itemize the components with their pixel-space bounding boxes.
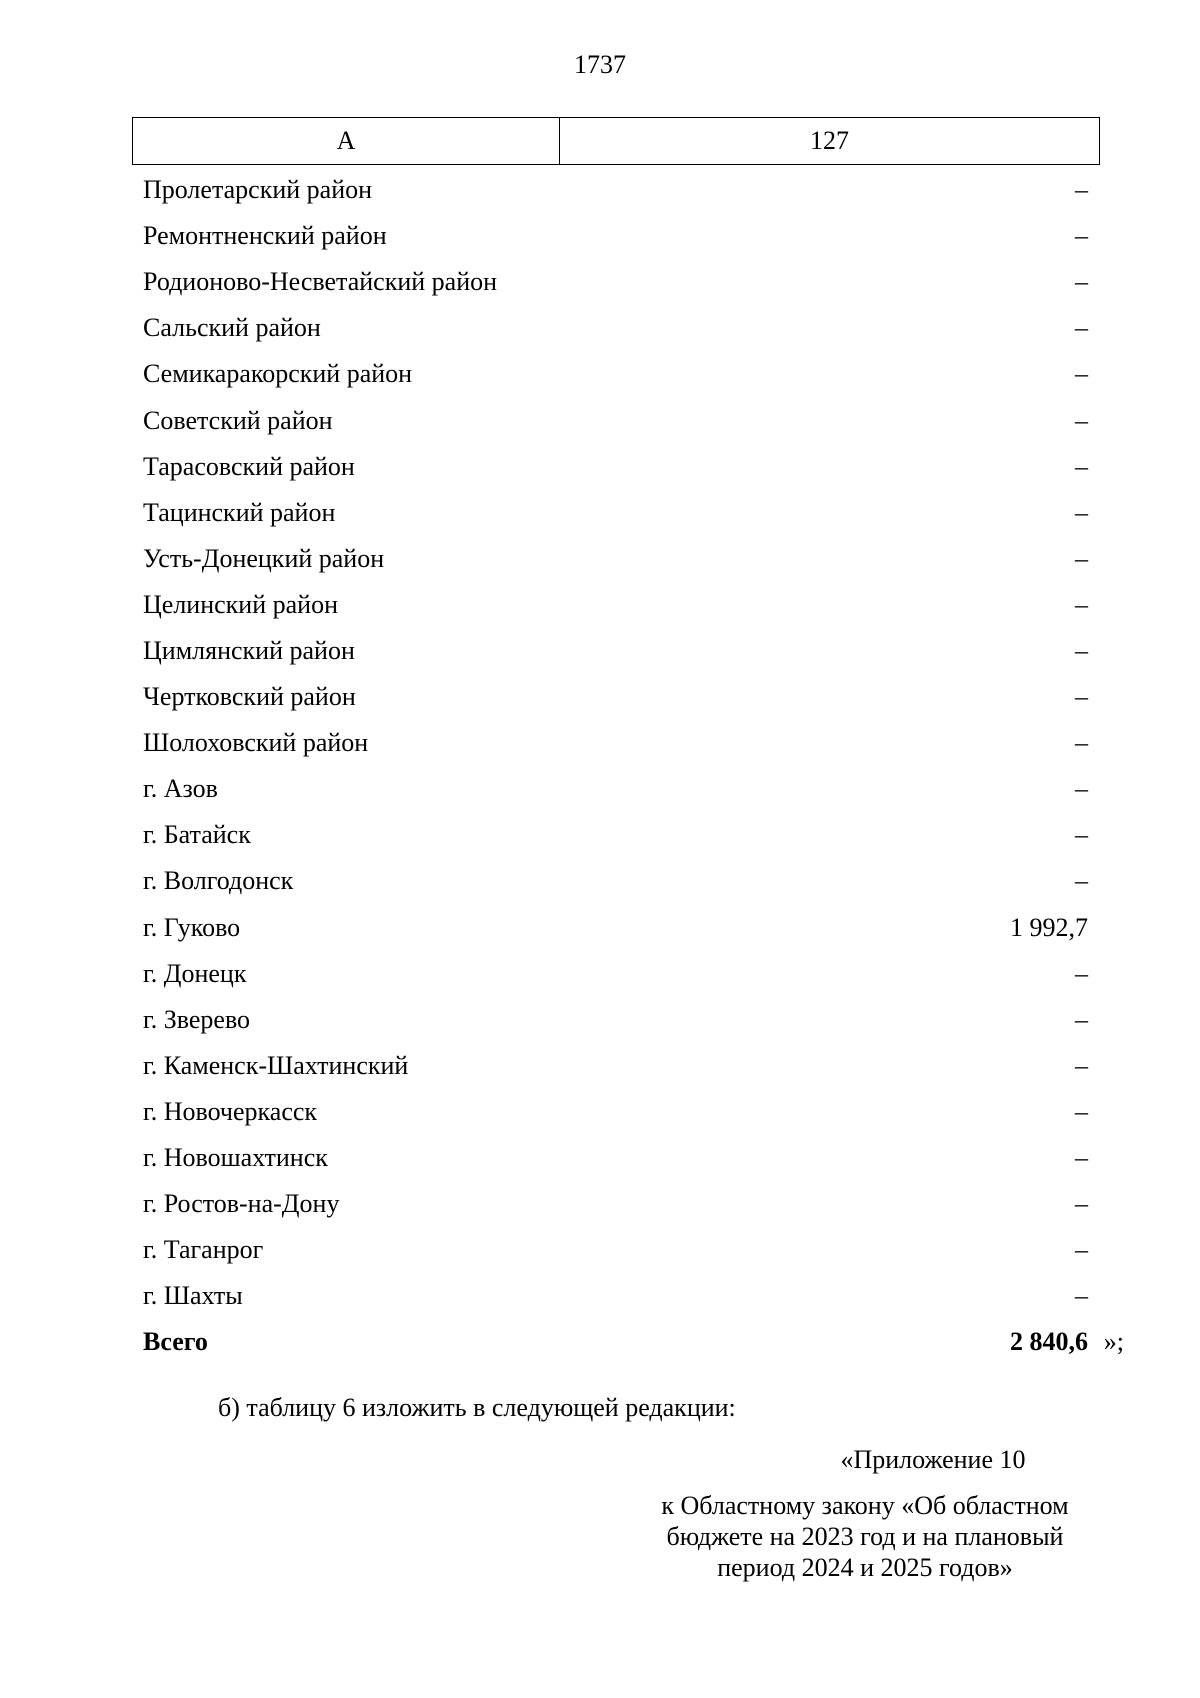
row-name: Родионово-Несветайский район — [143, 267, 498, 297]
row-name: Ремонтненский район — [143, 221, 387, 251]
table-row — [143, 259, 1088, 305]
table-row — [143, 858, 1088, 904]
row-name: Шолоховский район — [143, 728, 369, 758]
row-name: г. Ростов-на-Дону — [143, 1189, 340, 1219]
row-value: – — [1075, 1281, 1088, 1311]
row-name: Тарасовский район — [143, 451, 355, 481]
row-value: – — [1075, 175, 1088, 205]
row-value: – — [1075, 1189, 1088, 1219]
table-row — [143, 1043, 1088, 1089]
row-name: г. Азов — [143, 774, 218, 804]
total-value: 2 840,6 — [1010, 1327, 1088, 1357]
row-value: – — [1075, 1096, 1088, 1126]
table-row — [143, 397, 1088, 443]
row-value: – — [1075, 313, 1088, 343]
row-value: – — [1075, 774, 1088, 804]
table-row — [143, 1227, 1088, 1273]
table-row — [143, 351, 1088, 397]
table-row — [143, 812, 1088, 858]
row-value: – — [1075, 405, 1088, 435]
table-body — [143, 167, 1124, 1365]
row-value: – — [1075, 221, 1088, 251]
row-value: – — [1075, 820, 1088, 850]
row-value: – — [1075, 866, 1088, 896]
row-name: г. Батайск — [143, 820, 251, 850]
table-row — [143, 1273, 1088, 1319]
appendix-line: бюджете на 2023 год и на плановый — [666, 1522, 1064, 1551]
appendix-description — [630, 1490, 1100, 1583]
table-header — [132, 117, 1100, 165]
table-row — [143, 490, 1088, 536]
row-value: – — [1075, 1143, 1088, 1173]
table-row — [143, 305, 1088, 351]
total-row — [143, 1319, 1124, 1365]
table-row — [143, 951, 1088, 997]
table-row — [143, 582, 1088, 628]
row-name: г. Новошахтинск — [143, 1143, 328, 1173]
table-row — [143, 536, 1088, 582]
row-name: г. Гуково — [143, 912, 241, 942]
row-name: г. Донецк — [143, 958, 247, 988]
table-row — [143, 720, 1088, 766]
appendix-line: к Областному закону «Об областном — [661, 1491, 1069, 1520]
row-name: Целинский район — [143, 589, 338, 619]
table-row — [143, 628, 1088, 674]
table-row — [143, 1089, 1088, 1135]
row-value: – — [1075, 682, 1088, 712]
row-value: – — [1075, 635, 1088, 665]
table-row — [143, 997, 1088, 1043]
row-value: – — [1075, 267, 1088, 297]
row-name: г. Волгодонск — [143, 866, 294, 896]
row-name: Тацинский район — [143, 497, 336, 527]
table-row — [143, 766, 1088, 812]
row-value: – — [1075, 359, 1088, 389]
table-row — [143, 674, 1088, 720]
row-value: – — [1075, 451, 1088, 481]
row-value: – — [1075, 1050, 1088, 1080]
table-header-col-a: А — [133, 118, 560, 164]
row-value: 1 992,7 — [1010, 912, 1088, 942]
table-row — [143, 1135, 1088, 1181]
table-row — [143, 167, 1088, 213]
total-label: Всего — [143, 1327, 208, 1357]
closing-quote: »; — [1103, 1327, 1124, 1357]
row-name: г. Шахты — [143, 1281, 243, 1311]
table-row — [143, 444, 1088, 490]
row-name: г. Новочеркасск — [143, 1096, 318, 1126]
instruction-text: б) таблицу 6 изложить в следующей редакции: — [218, 1393, 736, 1422]
row-value: – — [1075, 589, 1088, 619]
table-row — [143, 1181, 1088, 1227]
row-name: Усть-Донецкий район — [143, 543, 385, 573]
row-value: – — [1075, 728, 1088, 758]
page-number: 1737 — [574, 50, 626, 79]
appendix-title: «Приложение 10 — [840, 1445, 1026, 1474]
row-name: Пролетарский район — [143, 175, 373, 205]
table-row — [143, 213, 1088, 259]
row-value: – — [1075, 958, 1088, 988]
row-value: – — [1075, 1235, 1088, 1265]
row-name: г. Каменск-Шахтинский — [143, 1050, 409, 1080]
appendix-line: период 2024 и 2025 годов» — [717, 1553, 1013, 1582]
row-value: – — [1075, 1004, 1088, 1034]
row-value: – — [1075, 543, 1088, 573]
row-name: г. Зверево — [143, 1004, 251, 1034]
row-name: Семикаракорский район — [143, 359, 413, 389]
row-name: Чертковский район — [143, 682, 356, 712]
row-name: Цимлянский район — [143, 635, 355, 665]
table-header-col-b: 127 — [810, 126, 849, 155]
table-row — [143, 905, 1088, 951]
row-name: Советский район — [143, 405, 333, 435]
row-name: г. Таганрог — [143, 1235, 264, 1265]
row-value: – — [1075, 497, 1088, 527]
row-name: Сальский район — [143, 313, 321, 343]
